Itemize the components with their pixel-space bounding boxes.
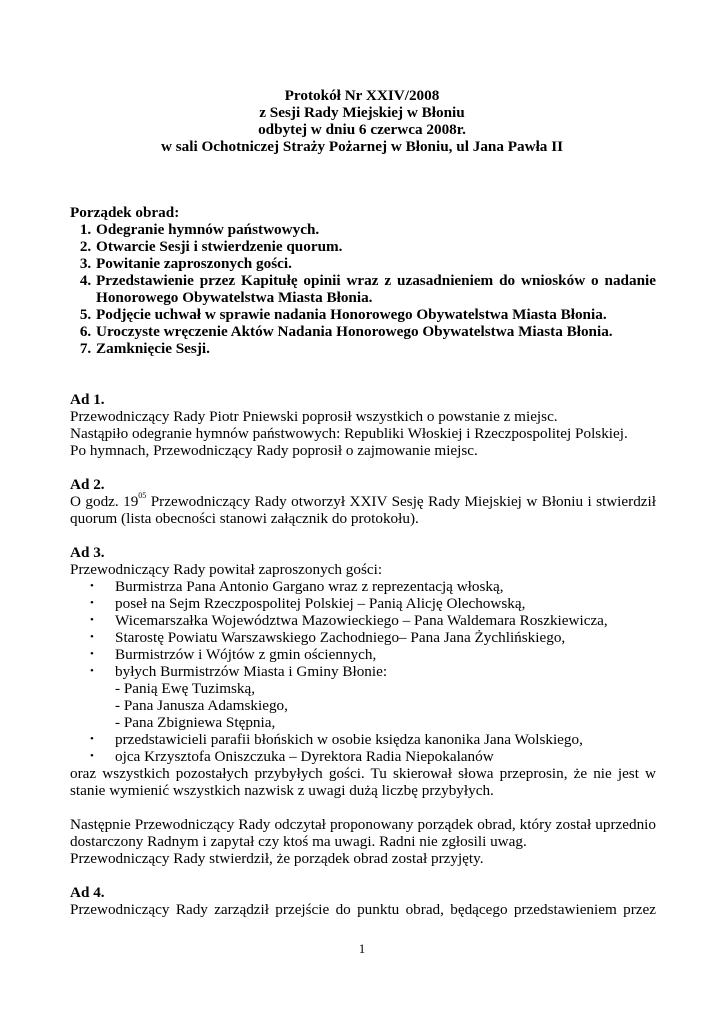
session-date: odbytej w dniu 6 czerwca 2008r. — [258, 121, 466, 138]
agenda-list — [70, 221, 656, 357]
bullet-icon: • — [90, 580, 94, 592]
guest-item — [90, 629, 656, 646]
guest-text: ojca Krzysztofa Oniszczuka – Dyrektora Radia Niepokalanów — [115, 748, 494, 765]
ad2-text-before: O godz. 19 — [70, 493, 139, 510]
former-mayor-item: - Panią Ewę Tuzimską, — [115, 680, 256, 697]
session-location: w sali Ochotniczej Straży Pożarnej w Błoniu, ul Jana Pawła II — [160, 138, 564, 155]
guest-item — [90, 663, 656, 680]
guest-text: Starostę Powiatu Warszawskiego Zachodniego– Pana Jana Żychlińskiego, — [115, 629, 566, 646]
ad2-text-after: Przewodniczący Rady otworzył XXIV Sesję Rady Miejskiej w Błoniu i stwierdził quorum (lista obecności stanowi załącznik do protokołu). — [70, 493, 656, 527]
bullet-icon: • — [90, 614, 94, 626]
bullet-icon: • — [90, 648, 94, 660]
guest-item — [90, 595, 656, 612]
guest-item — [90, 646, 656, 663]
document-header — [0, 87, 724, 155]
agenda-item-5: 5. Podjęcie uchwał w sprawie nadania Honorowego Obywatelstwa Miasta Błonia. — [95, 306, 656, 323]
protocol-title: Protokół Nr XXIV/2008 — [284, 87, 440, 104]
session-name: z Sesji Rady Miejskiej w Błoniu — [259, 104, 465, 121]
guest-text: Burmistrza Pana Antonio Gargano wraz z reprezentacją włoską, — [115, 578, 504, 595]
guest-item — [90, 578, 656, 595]
ad3-paragraph-2: Następnie Przewodniczący Rady odczytał proponowany porządek obrad, który został uprzednio dostarczony Radnym i zapytał czy ktoś ma uwagi. Radni nie zgłosili uwag. — [70, 816, 656, 850]
ad1-title: Ad 1. — [70, 391, 105, 408]
bullet-icon: • — [90, 750, 94, 762]
ad2-paragraph — [70, 490, 656, 527]
ad3-paragraph-3: Przewodniczący Rady stwierdził, że porządek obrad został przyjęty. — [70, 850, 484, 867]
former-mayor-item: - Pana Zbigniewa Stępnia, — [115, 714, 276, 731]
agenda-title: Porządek obrad: — [70, 204, 180, 221]
guest-item — [90, 748, 656, 765]
former-mayor-item: - Pana Janusza Adamskiego, — [115, 697, 288, 714]
agenda-item-2: 2. Otwarcie Sesji i stwierdzenie quorum. — [95, 238, 656, 255]
bullet-icon: • — [90, 733, 94, 745]
ad4-line-1: Przewodniczący Rady zarządził przejście do punktu obrad, będącego przedstawieniem przez — [70, 901, 656, 918]
ad1-line-1: Przewodniczący Rady Piotr Pniewski poprosił wszystkich o powstanie z miejsc. — [70, 408, 558, 425]
guest-text: byłych Burmistrzów Miasta i Gminy Błonie: — [115, 663, 388, 680]
ad2-time-minutes: 05 — [138, 490, 147, 500]
guest-text: Burmistrzów i Wójtów z gmin ościennych, — [115, 646, 377, 663]
document-body — [70, 204, 656, 918]
agenda-item-4: 4. Przedstawienie przez Kapitułę opinii wraz z uzasadnieniem do wniosków o nadanie Honorowego Obywatelstwa Miasta Błonia. — [95, 272, 656, 306]
bullet-icon: • — [90, 597, 94, 609]
agenda-item-7: 7. Zamknięcie Sesji. — [95, 340, 656, 357]
ad3-title: Ad 3. — [70, 544, 105, 561]
ad2-title: Ad 2. — [70, 476, 105, 493]
agenda-item-6: 6. Uroczyste wręczenie Aktów Nadania Honorowego Obywatelstwa Miasta Błonia. — [95, 323, 656, 340]
agenda-item-3: 3. Powitanie zaproszonych gości. — [95, 255, 656, 272]
ad4-title: Ad 4. — [70, 884, 105, 901]
ad3-closing: oraz wszystkich pozostałych przybyłych gości. Tu skierował słowa przeprosin, że nie jest w stanie wymienić wszystkich nazwisk z uwagi dużą liczbę przybyłych. — [70, 765, 656, 799]
guest-list — [70, 578, 656, 765]
guest-item — [90, 731, 656, 748]
guest-text: przedstawicieli parafii błońskich w osobie księdza kanonika Jana Wolskiego, — [115, 731, 583, 748]
agenda-item-1: 1. Odegranie hymnów państwowych. — [95, 221, 656, 238]
page-number: 1 — [358, 941, 366, 956]
bullet-icon: • — [90, 665, 94, 677]
guest-item — [90, 612, 656, 629]
ad1-line-3: Po hymnach, Przewodniczący Rady poprosił o zajmowanie miejsc. — [70, 442, 478, 459]
ad1-line-2: Nastąpiło odegranie hymnów państwowych: Republiki Włoskiej i Rzeczpospolitej Polskiej. — [70, 425, 628, 442]
guest-text: poseł na Sejm Rzeczpospolitej Polskiej – Panią Alicję Olechowską, — [115, 595, 526, 612]
guest-text: Wicemarszałka Województwa Mazowieckiego – Pana Waldemara Roszkiewicza, — [115, 612, 608, 629]
bullet-icon: • — [90, 631, 94, 643]
ad3-intro: Przewodniczący Rady powitał zaproszonych gości: — [70, 561, 383, 578]
